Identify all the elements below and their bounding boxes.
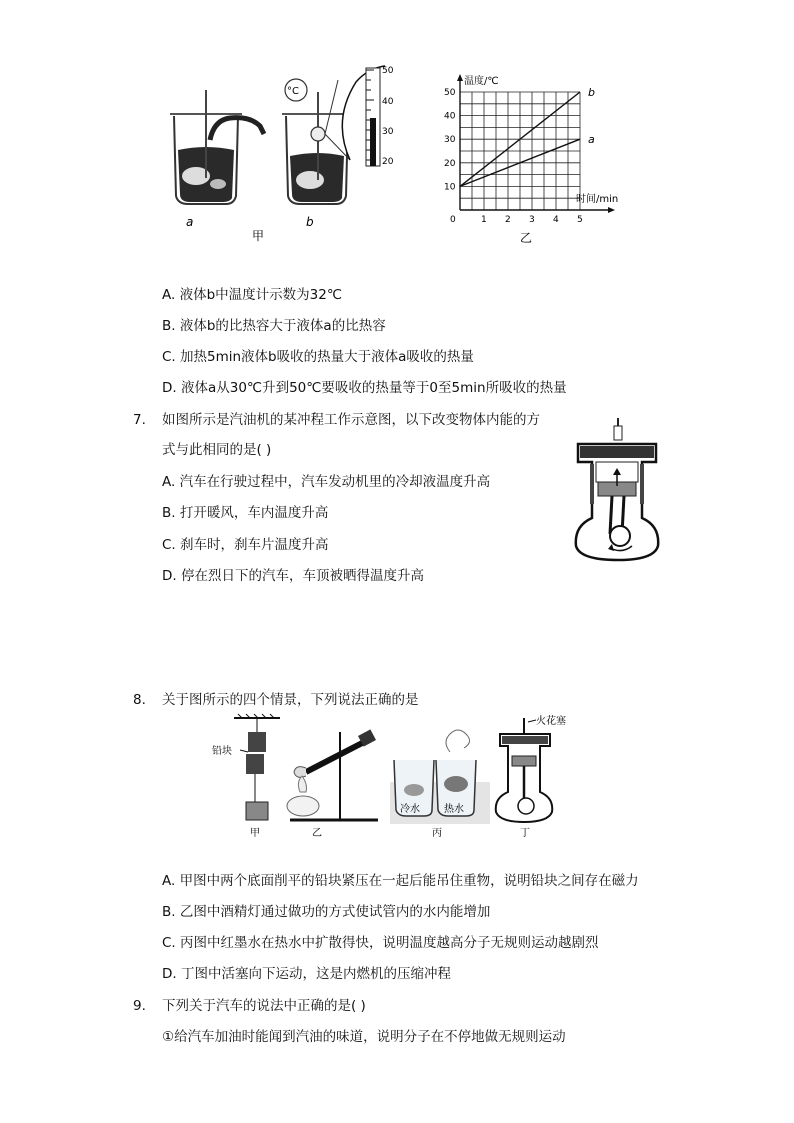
scene-caption-ding: 丁 [520, 828, 530, 839]
thermo-scale-30: 30 [382, 127, 394, 137]
hot-water-label: 热水 [444, 804, 464, 815]
q7-option-b[interactable] [162, 504, 328, 522]
thermo-scale-50: 50 [382, 66, 394, 76]
option-text: 液体b的比热容大于液体a的比热容 [179, 318, 386, 334]
chart-grid [460, 92, 580, 210]
circled-number-marker: ① [162, 1029, 175, 1045]
cold-water-label: 冷水 [400, 804, 420, 815]
option-letter: D. [162, 568, 177, 584]
option-letter: D. [162, 380, 177, 396]
thermo-scale-40: 40 [382, 97, 394, 107]
thermometer-unit-label: °C [287, 86, 299, 97]
chart-x-axis-label: 时间/min [576, 194, 619, 205]
option-letter: C. [162, 935, 176, 951]
beaker-a-label: a [186, 215, 194, 229]
beaker-a [170, 90, 264, 204]
option-letter: B. [162, 904, 176, 920]
thermometer-magnified [325, 66, 394, 167]
temperature-time-chart [420, 70, 620, 250]
option-letter: A. [162, 873, 176, 889]
lead-block-label: 铅块 [212, 746, 232, 757]
option-letter: C. [162, 537, 176, 553]
q9-stem: 下列关于汽车的说法中正确的是( ) [162, 998, 366, 1014]
q8-option-c[interactable] [162, 934, 599, 952]
y-axis-arrow [457, 74, 463, 81]
q8-stem: 关于图所示的四个情景，下列说法正确的是 [162, 692, 419, 708]
beaker-b-label: b [306, 215, 314, 229]
spark-plug-label: 火花塞 [536, 716, 566, 727]
beaker-figure-jia [160, 60, 410, 250]
four-scenes-figure [210, 712, 570, 842]
beaker-b [282, 79, 352, 204]
option-text: 加热5min液体b吸收的热量大于液体a吸收的热量 [180, 349, 474, 365]
q7-stem-line1: 如图所示是汽油机的某冲程工作示意图，以下改变物体内能的方 [162, 412, 540, 428]
x-tick-label: 2 [505, 215, 511, 225]
q8-option-a[interactable] [162, 872, 639, 890]
option-text: 刹车时，刹车片温度升高 [180, 537, 329, 553]
series-label-b: b [588, 86, 595, 99]
option-text: 液体a从30℃升到50℃要吸收的热量等于0至5min所吸收的热量 [180, 380, 567, 396]
y-tick-label: 20 [444, 158, 456, 169]
scene-ding-engine [496, 714, 566, 822]
scene-jia-lead-blocks [212, 714, 280, 820]
scene-caption-yi: 乙 [312, 828, 322, 839]
option-text: 汽车在行驶过程中，汽车发动机里的冷却液温度升高 [179, 474, 491, 490]
x-tick-label: 4 [553, 215, 559, 225]
option-letter: C. [162, 349, 176, 365]
figure-caption-jia: 甲 [252, 229, 265, 243]
q9-item-1-text: 给汽车加油时能闻到汽油的味道，说明分子在不停地做无规则运动 [174, 1029, 566, 1045]
y-tick-label: 50 [444, 88, 456, 98]
option-letter: D. [162, 966, 177, 982]
q7-number: 7. [133, 412, 146, 428]
q6-option-b[interactable] [162, 317, 386, 335]
option-letter: A. [162, 474, 176, 490]
x-tick-label: 5 [577, 215, 583, 225]
x-axis-arrow [608, 207, 615, 213]
option-text: 液体b中温度计示数为32℃ [179, 287, 343, 303]
q7-option-a[interactable] [162, 473, 490, 491]
option-letter: B. [162, 505, 176, 521]
y-tick-label: 40 [444, 111, 456, 122]
q9-item-1 [162, 1028, 566, 1046]
q6-option-c[interactable] [162, 348, 474, 366]
x-tick-label: 0 [450, 215, 456, 225]
q7-option-c[interactable] [162, 536, 329, 554]
figure-caption-yi: 乙 [520, 231, 533, 245]
option-text: 甲图中两个底面削平的铅块紧压在一起后能吊住重物，说明铅块之间存在磁力 [179, 873, 639, 889]
x-tick-label: 1 [481, 215, 487, 225]
q8-option-b[interactable] [162, 903, 490, 921]
engine-stroke-diagram [572, 414, 662, 562]
y-tick-label: 30 [444, 135, 456, 146]
q7-stem-line2: 式与此相同的是( ) [162, 442, 272, 458]
q6-option-a[interactable] [162, 286, 342, 304]
option-text: 打开暖风，车内温度升高 [179, 505, 329, 521]
option-letter: B. [162, 318, 176, 334]
chart-ticks [444, 88, 583, 225]
y-tick-label: 10 [444, 182, 456, 193]
option-text: 停在烈日下的汽车，车顶被晒得温度升高 [180, 568, 424, 584]
q9-number: 9. [133, 998, 146, 1014]
q7-option-d[interactable] [162, 567, 424, 585]
x-tick-label: 3 [529, 215, 535, 225]
option-text: 丁图中活塞向下运动，这是内燃机的压缩冲程 [180, 966, 451, 982]
q8-number: 8. [133, 692, 146, 708]
option-letter: A. [162, 287, 176, 303]
q6-option-d[interactable] [162, 379, 567, 397]
q8-option-d[interactable] [162, 965, 451, 983]
chart-series [460, 86, 595, 186]
scene-caption-jia: 甲 [250, 828, 260, 839]
thermo-scale-20: 20 [382, 157, 394, 167]
series-label-a: a [588, 133, 595, 147]
scene-yi-alcohol-lamp [287, 729, 378, 820]
option-text: 乙图中酒精灯通过做功的方式使试管内的水内能增加 [179, 904, 491, 920]
chart-y-axis-label: 温度/℃ [464, 76, 499, 87]
option-text: 丙图中红墨水在热水中扩散得快，说明温度越高分子无规则运动越剧烈 [180, 935, 599, 951]
scene-bing-beakers [390, 730, 490, 824]
scene-caption-bing: 丙 [432, 828, 442, 839]
